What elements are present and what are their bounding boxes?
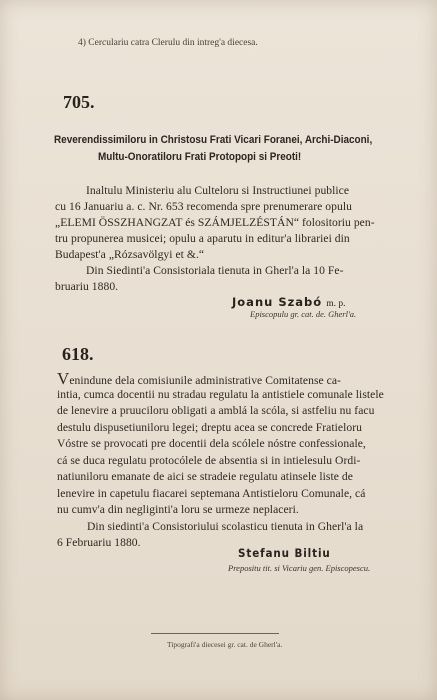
body-line: cu 16 Januariu a. c. Nr. 653 recomenda spre prenumerare opulu <box>55 200 352 213</box>
printer-footer: Tipografi'a diecesei gr. cat. de Gherl'a. <box>167 640 283 649</box>
signature-name: Joanu Szabó <box>232 295 323 309</box>
circular-number-705: 705. <box>63 92 95 112</box>
body-line: Inaltulu Ministeriu alu Culteloru si Instructiunei publice <box>86 184 350 197</box>
body-line: Budapest'a „Rózsavölgyi et &.“ <box>55 248 205 261</box>
drop-cap: V <box>57 369 70 388</box>
body-line: de lenevire a pruuciloru obligati a amblá la scóla, si astfeliu nu facu <box>57 404 375 417</box>
body-line: Din siedinti'a Consistoriului scolasticu tienuta in Gherl'a la <box>87 520 364 533</box>
footer-divider <box>151 633 279 634</box>
body-line-first <box>57 369 341 389</box>
body-line-text: enindune dela comisiunile administrative Comitatense ca- <box>69 374 341 387</box>
body-line: intia, cumca docentii nu stradau regulatu la antistiele comunale listele <box>57 388 384 401</box>
body-line: bruariu 1880. <box>55 280 119 293</box>
body-line: natiuniloru emanate de aici se stradeie regulatu atinsele liste de <box>57 470 353 483</box>
address-line-2: Multu-Onoratiloru Frati Protopopi si Preoti! <box>98 151 302 163</box>
body-line: tru propunerea musicei; opulu a aparutu in editur'a librariei din <box>55 232 350 245</box>
body-line: cá se duca regulatu protocólele de absentia si in intielesulu Ordi- <box>57 454 361 467</box>
body-line: 6 Februariu 1880. <box>57 536 141 549</box>
body-line: Vóstre se provocati pre docentii dela scólele nóstre confessionale, <box>57 437 366 450</box>
body-line: destulu dispusetiuniloru legei; dreptu acea se concrede Fratieloru <box>57 421 362 434</box>
signature-name-618: Stefanu Biltiu <box>238 546 331 560</box>
body-line: Din Siedinti'a Consistoriala tienuta in Gherl'a la 10 Fe- <box>86 264 344 277</box>
body-line: nu cumv'a din negliginti'a loru se urmeze neplaceri. <box>57 503 299 516</box>
body-line: lenevire in capetulu fiacarei septemana Antistieloru Comunale, cá <box>57 487 366 500</box>
signature-title: Episcopulu gr. cat. de. Gherl'a. <box>250 309 357 319</box>
circular-number-618: 618. <box>62 344 94 364</box>
circular-header: 4) Cerculariu catra Clerulu din intreg'a diecesa. <box>78 38 258 48</box>
body-line: „ELEMI ÖSSZHANGZAT és SZÁMJELZÉSTÁN“ folositoriu pen- <box>55 216 375 229</box>
address-line-1: Reverendissimiloru in Christosu Frati Vicari Foranei, Archi-Diaconi, <box>54 134 373 146</box>
signature-mp: m. p. <box>326 299 346 309</box>
signature-title-618: Prepositu tit. si Vicariu gen. Episcopescu. <box>228 563 371 573</box>
